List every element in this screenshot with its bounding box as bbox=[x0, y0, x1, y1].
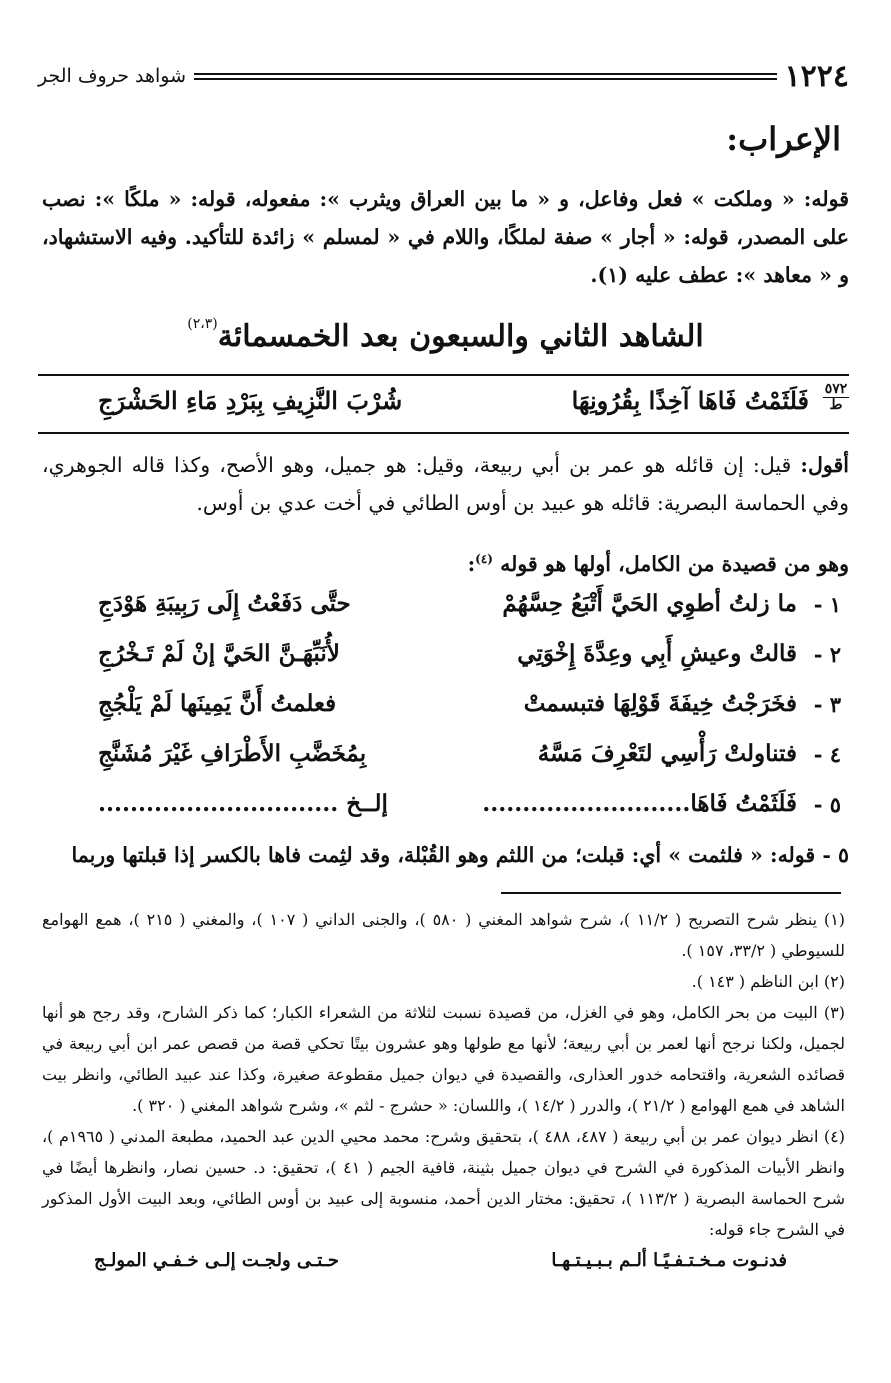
irab-paragraph: قوله: « وملكت » فعل وفاعل، و « ما بين العراق ويثرب »: مفعوله، قوله: « ملكًا »: نصب على المصدر، قوله: « أجار » صفة لملكًا، واللام في « لمسلم » زائدة للتأكيد. وفيه الاستشهاد، و « معاهد »: عطف عليه (١). bbox=[42, 187, 849, 287]
shahid-title-text: الشاهد الثاني والسبعون بعد الخمسمائة bbox=[217, 319, 704, 354]
aqulu-paragraph bbox=[42, 446, 849, 522]
footnote-verse-first: فدنـوت مـخـتـفـيًـا ألـم بـبـيـتـهـا bbox=[551, 1250, 787, 1271]
page-number: ١٢٢٤ bbox=[784, 58, 849, 94]
intro-line-tail: : bbox=[467, 551, 476, 576]
aqulu-text: قيل: إن قائله هو عمر بن أبي ربيعة، وقيل: هو جميل، وهو الأصح، وكذا قاله الجوهري، وفي الحماسة البصرية: قائله هو عبيد بن أوس الطائي في أخت عدي بن أوس. bbox=[42, 453, 849, 515]
poem-first-hemistich: ما زلتُ أطوِي الحَيَّ أَتْبَعُ حِسَّهُمْ bbox=[502, 590, 797, 617]
footnote: (٤) انظر ديوان عمر بن أبي ربيعة ( ٤٨٧، ٤٨٨ )، بتحقيق وشرح: محمد محيي الدين عبد الحميد، مطبعة المدني ( ١٩٦٥م )، وانظر الأبيات المذكورة في الشرح في ديوان جميل بثينة، قافية الجيم ( ٤١ )، تحقيق: د. حسين نصار، وانظرها أيضًا في شرح الحماسة البصرية ( ١١٣/٢ )، تحقيق: مختار الدين أحمد، منسوبة إلى عبيد بن أوس الطائي، وبعد البيت الأول المذكور في الشرح جاء قوله: bbox=[42, 1127, 846, 1239]
poem-first-hemistich: فخَرَجْتُ خِيفَةَ قَوْلِهَا فتبسمتْ bbox=[523, 690, 797, 717]
poem-second-hemistich: إلــخ .............................. bbox=[98, 790, 388, 817]
explanation-line: ٥ - قوله: « فلثمت » أي: قبلت؛ من اللثم وهو القُبْلة، وقد لثِمت فاها بالكسر إذا قبلتها وربما bbox=[71, 843, 849, 867]
footnote: (٢) ابن الناظم ( ١٤٣ ). bbox=[691, 972, 845, 991]
page-header bbox=[38, 58, 849, 94]
verse-number-block bbox=[823, 382, 849, 413]
poem-second-hemistich: لأُنَبِّهَـنَّ الحَيَّ إنْ لَمْ تَـخْرُجِ bbox=[98, 640, 340, 667]
shahid-verse-box bbox=[38, 374, 849, 434]
footnote-verse-second: حـتـى ولجـت إلـى خـفـي المولـج bbox=[94, 1250, 340, 1271]
poem-line bbox=[50, 636, 841, 686]
poem-second-hemistich: فعلمتُ أَنَّ يَمِينَها لَمْ يَلْجُجِ bbox=[98, 690, 337, 717]
poem-line-number: ٢ - bbox=[813, 642, 841, 667]
footnote: (٣) البيت من بحر الكامل، وهو في الغزل، من قصيدة نسبت لثلاثة من الشعراء الكبار؛ كما ذكر الشارح، وقد رجح هو أنها لجميل، ولكنا نرجح أنها لعمر بن أبي ربيعة؛ لأنها مع طولها وهو عشرون بيتًا تحكي قصة من قصص عمر ابن أبي ربيعة في قصائده الشعرية، واقتحامه خدور العذارى، والقصيدة في ديوان جميل مقطوعة صغيرة، وكذا عند عبيد الطائي، وانظر بيت الشاهد في همع الهوامع ( ٢١/٢ )، والدرر ( ١٤/٢ )، واللسان: « حشرج - لثم »، وشرح شواهد المغني ( ٣٢٠ ). bbox=[42, 1003, 845, 1115]
aqulu-label: أقول: bbox=[800, 453, 849, 477]
verse-number: ٥٧٢ bbox=[824, 381, 848, 397]
footnotes bbox=[42, 904, 845, 1279]
running-title: شواهد حروف الجر bbox=[38, 65, 187, 87]
poem-line-number: ٣ - bbox=[813, 692, 841, 717]
poem-first-hemistich: قالتْ وعيشِ أَبِي وعِدَّةَ إِخْوَتِي bbox=[517, 640, 797, 667]
poem-line bbox=[50, 786, 841, 836]
irab-heading: الإعراب: bbox=[726, 120, 841, 158]
footnote: (١) ينظر شرح التصريح ( ١١/٢ )، شرح شواهد المغني ( ٥٨٠ )، والجنى الداني ( ١٠٧ )، والمغني ( ٢١٥ )، همع الهوامع للسيوطي ( ٣٣/٢، ١٥٧ ). bbox=[42, 910, 846, 960]
intro-line-ref: (٤) bbox=[475, 552, 493, 566]
verse-hemistich-1: فَلَثَمْتُ فَاهَا آخِذًا بِقُرُونِهَا bbox=[571, 386, 809, 415]
shahid-title bbox=[60, 316, 831, 354]
poem-line bbox=[50, 686, 841, 736]
poem-line bbox=[50, 586, 841, 636]
verse-mark: ط bbox=[829, 397, 843, 413]
verse-hemistich-2: شُرْبَ النَّزِيفِ بِبَرْدِ مَاءِ الحَشْرَجِ bbox=[98, 386, 403, 415]
poem-second-hemistich: حتَّى دَفَعْتُ إِلَى رَبِيبَةِ هَوْدَجِ bbox=[98, 590, 351, 617]
poem-line-number: ٤ - bbox=[813, 742, 841, 767]
poem-line bbox=[50, 736, 841, 786]
poem bbox=[50, 586, 841, 836]
footnote-separator bbox=[501, 892, 841, 894]
poem-first-hemistich: فتناولتْ رَأْسِي لتَعْرِفَ مَسَّهُ bbox=[537, 740, 797, 767]
footnote-verse bbox=[42, 1245, 845, 1279]
intro-line bbox=[42, 540, 849, 583]
poem-first-hemistich: فَلَثَمْتُ فَاهَا.......................... bbox=[482, 790, 797, 817]
poem-second-hemistich: بِمُخَضَّبِ الأَطْرَافِ غَيْرَ مُشَنَّجِ bbox=[98, 740, 367, 767]
shahid-title-ref: (٢،٣) bbox=[187, 316, 218, 332]
poem-line-number: ٥ - bbox=[813, 792, 841, 817]
poem-line-number: ١ - bbox=[813, 592, 841, 617]
header-double-rule bbox=[194, 73, 777, 80]
intro-line-text: وهو من قصيدة من الكامل، أولها هو قوله bbox=[500, 551, 849, 576]
